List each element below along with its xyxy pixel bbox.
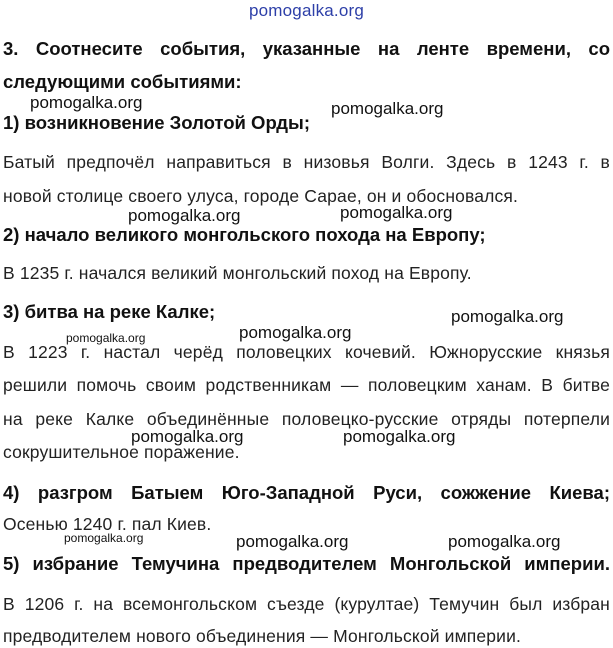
watermark: pomogalka.org xyxy=(340,203,453,222)
item-2-title: 2) начало великого монгольского похода на Европу; xyxy=(3,224,486,245)
watermark: pomogalka.org xyxy=(451,307,564,326)
item-5-text-2: предводителем нового объединения — Монгольской империи. xyxy=(3,626,522,646)
watermark: pomogalka.org xyxy=(30,93,143,112)
watermark: pomogalka.org xyxy=(239,323,352,342)
item-1-title: 1) возникновение Золотой Орды; xyxy=(3,112,310,133)
item-5-text-1: В 1206 г. на всемонгольском съезде (курултае) Темучин был избран xyxy=(3,594,610,614)
question-line-2: следующими событиями: xyxy=(3,71,242,92)
item-4-title: 4) разгром Батыем Юго-Западной Руси, сожжение Киева; xyxy=(3,482,610,503)
item-5-title: 5) избрание Темучина предводителем Монгольской империи. xyxy=(3,553,610,574)
item-3-text-2: решили помочь своим родственникам — половецким ханам. В битве xyxy=(3,375,610,395)
site-header: pomogalka.org xyxy=(248,1,365,20)
watermark: pomogalka.org xyxy=(66,331,146,345)
item-3-text-1: В 1223 г. настал черёд половецких кочевий. Южнорусские князья xyxy=(3,342,610,362)
item-2-text-1: В 1235 г. начался великий монгольский поход на Европу. xyxy=(3,263,472,283)
question-line-1: 3. Соотнесите события, указанные на ленте времени, со xyxy=(3,38,610,59)
watermark: pomogalka.org xyxy=(131,427,244,446)
item-1-text-2: новой столице своего улуса, городе Сарае, он и обосновался. xyxy=(3,186,519,206)
watermark: pomogalka.org xyxy=(236,532,349,551)
item-1-text-1: Батый предпочёл направиться в низовья Волги. Здесь в 1243 г. в xyxy=(3,152,610,172)
item-3-title: 3) битва на реке Калке; xyxy=(3,301,216,322)
watermark: pomogalka.org xyxy=(64,531,144,545)
item-3-text-4: сокрушительное поражение. xyxy=(3,442,240,462)
item-3-text-3: на реке Калке объединённые половецко-русские отряды потерпели xyxy=(3,409,610,429)
item-4-text-1: Осенью 1240 г. пал Киев. xyxy=(3,514,212,534)
watermark: pomogalka.org xyxy=(331,99,444,118)
watermark: pomogalka.org xyxy=(448,532,561,551)
watermark: pomogalka.org xyxy=(343,427,456,446)
watermark: pomogalka.org xyxy=(128,206,241,225)
